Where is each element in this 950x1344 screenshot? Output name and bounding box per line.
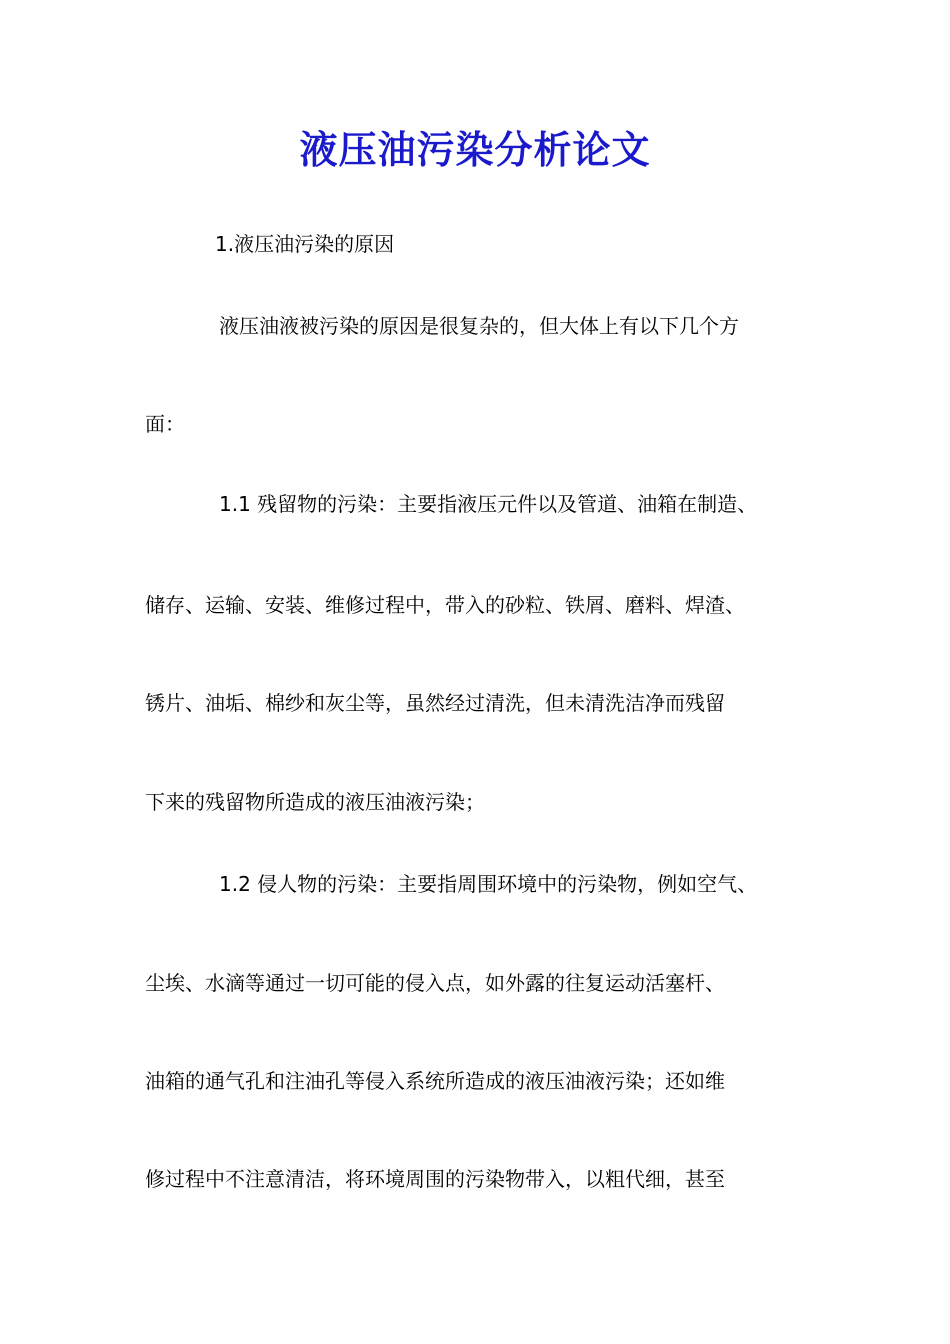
paragraph-line: 1.2 侵人物的污染：主要指周围环境中的污染物，例如空气、	[219, 872, 758, 896]
paragraph-line: 尘埃、水滴等通过一切可能的侵入点，如外露的往复运动活塞杆、	[145, 971, 725, 995]
paragraph-line: 1.1 残留物的污染：主要指液压元件以及管道、油箱在制造、	[219, 492, 758, 516]
paragraph-line: 下来的残留物所造成的液压油液污染；	[145, 790, 485, 814]
section-heading: 1.液压油污染的原因	[215, 232, 395, 256]
paragraph-line: 液压油液被污染的原因是很复杂的，但大体上有以下几个方	[219, 314, 739, 338]
paragraph-line: 修过程中不注意清洁，将环境周围的污染物带入，以粗代细，甚至	[145, 1167, 725, 1191]
paragraph-line: 面：	[145, 412, 185, 436]
paragraph-line: 锈片、油垢、棉纱和灰尘等，虽然经过清洗，但未清洗洁净而残留	[145, 691, 725, 715]
document-title: 液压油污染分析论文	[299, 127, 651, 172]
paragraph-line: 油箱的通气孔和注油孔等侵入系统所造成的液压油液污染；还如维	[145, 1069, 725, 1093]
paragraph-line: 储存、运输、安装、维修过程中，带入的砂粒、铁屑、磨料、焊渣、	[145, 593, 745, 617]
